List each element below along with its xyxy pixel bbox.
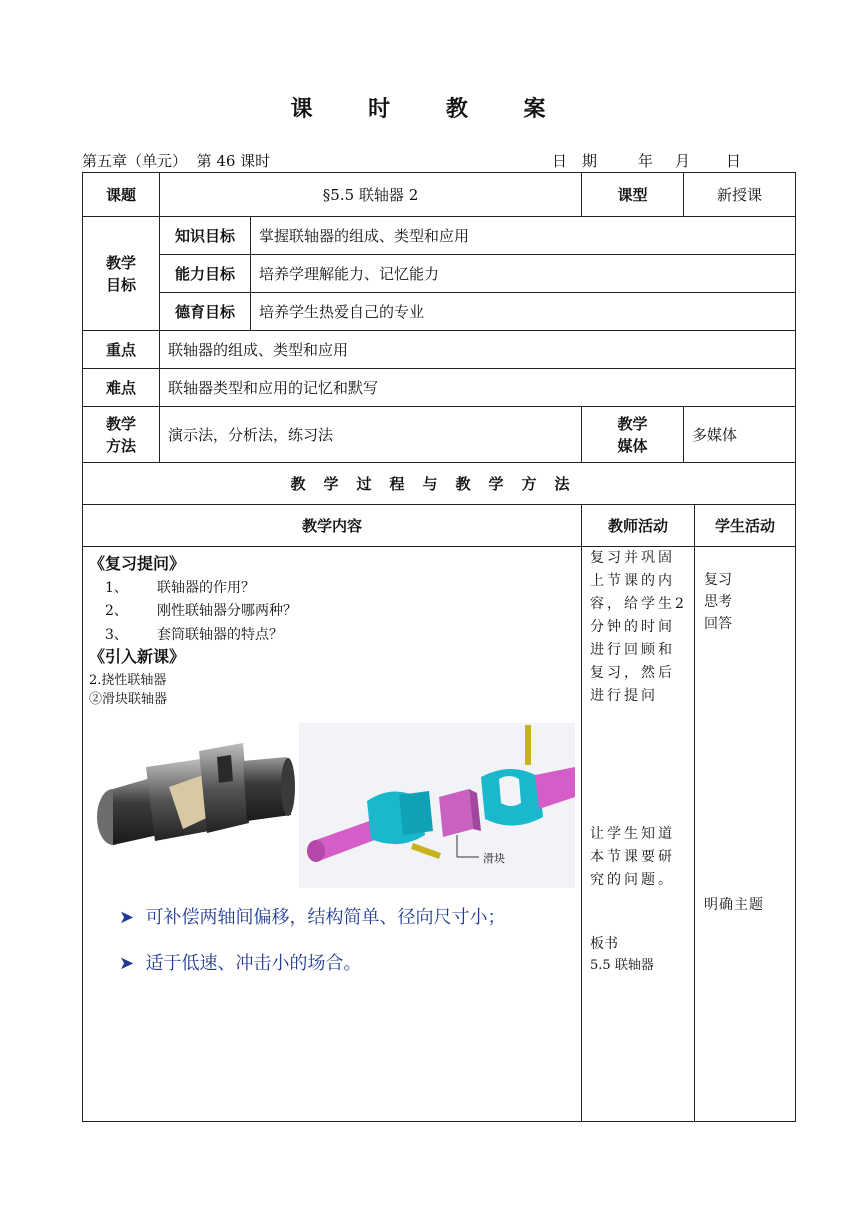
goal-label-knowledge: 知识目标: [160, 217, 251, 255]
slider-coupling-diagram: [299, 723, 575, 888]
student-activity-topic: 明确主题: [704, 897, 765, 913]
teacher-activity-review: 复习并巩固上节课的内容，给学生2分钟的时间进行回顾和复习，然后进行提问: [590, 550, 687, 704]
goal-text-knowledge: 掌握联轴器的组成、类型和应用: [251, 217, 796, 255]
difficulty-value: 联轴器类型和应用的记忆和默写: [160, 369, 796, 407]
difficulty-row: [83, 369, 796, 407]
teacher-activity-intro: 让学生知道本节课要研究的问题。: [590, 826, 676, 888]
date-year: 年: [638, 152, 654, 170]
process-header-row: [83, 505, 796, 547]
review-title: 《复习提问》: [89, 554, 186, 573]
student-activity-cell: [695, 547, 796, 1122]
content-cell: [83, 547, 582, 1122]
arrow-bullet-icon: ➤: [119, 907, 146, 928]
student-activity-answer: 回答: [704, 616, 733, 632]
media-label: 教学媒体: [582, 407, 684, 463]
top-pin: [525, 725, 531, 765]
topic-row: [83, 173, 796, 217]
goal-label-ability: 能力目标: [160, 255, 251, 293]
type-label: 课型: [582, 173, 684, 217]
goal-text-moral: 培养学生热爱自己的专业: [251, 293, 796, 331]
document-title: 课 时 教 案: [290, 97, 570, 122]
review-question-3: 3、 套筒联轴器的特点？: [105, 627, 283, 643]
chapter: 第五章（单元）: [82, 152, 188, 170]
method-label: 教学方法: [83, 407, 160, 463]
intro-line-2: ②滑块联轴器: [89, 692, 168, 707]
media-value: 多媒体: [684, 407, 796, 463]
type-value: 新授课: [684, 173, 796, 217]
goal-row-knowledge: [83, 217, 796, 255]
goal-row-ability: [83, 255, 796, 293]
method-value: 演示法，分析法，练习法: [160, 407, 582, 463]
topic-label: 课题: [83, 173, 160, 217]
goal-text-ability: 培养学理解能力、记忆能力: [251, 255, 796, 293]
slider-label: 滑块: [483, 852, 505, 865]
goal-row-moral: [83, 293, 796, 331]
col-teacher-header: 教师活动: [582, 505, 695, 547]
key-value: 联轴器的组成、类型和应用: [160, 331, 796, 369]
process-section-row: [83, 463, 796, 505]
key-row: [83, 331, 796, 369]
date-month: 月: [675, 152, 691, 170]
review-question-2: 2、 刚性联轴器分哪两种？: [105, 603, 297, 619]
date-day: 日: [726, 152, 742, 170]
date-label: 日 期: [552, 152, 598, 170]
arrow-bullet-icon: ➤: [119, 953, 146, 974]
goal-label-moral: 德育目标: [160, 293, 251, 331]
slider-block: [439, 789, 473, 837]
col-content-header: 教学内容: [83, 505, 582, 547]
student-activity-review: 复习: [704, 572, 733, 588]
goals-label: 教学目标: [83, 217, 160, 331]
lesson-number: 第 46 课时: [196, 152, 271, 170]
process-section-title: 教学过程与教学方法: [83, 463, 796, 505]
key-label: 重点: [83, 331, 160, 369]
coupling-photo: [91, 737, 296, 857]
process-body-row: [83, 547, 796, 1122]
board-label: 板书: [590, 936, 619, 952]
lesson-plan-table: [82, 172, 796, 1122]
student-activity-list: [704, 569, 732, 635]
bullet-2: ➤ 适于低速、冲击小的场合。: [119, 953, 362, 974]
chapter-label: [82, 150, 270, 171]
review-question-1: 1、 联轴器的作用？: [105, 580, 255, 596]
student-activity-think: 思考: [704, 594, 733, 610]
topic-value: §5.5 联轴器 2: [160, 173, 582, 217]
bullet-1: ➤ 可补偿两轴间偏移，结构简单、径向尺寸小；: [119, 907, 506, 928]
teacher-activity-cell: [582, 547, 695, 1122]
intro-title: 《引入新课》: [89, 647, 186, 666]
board-text: 5.5 联轴器: [590, 958, 654, 973]
method-row: [83, 407, 796, 463]
difficulty-label: 难点: [83, 369, 160, 407]
col-student-header: 学生活动: [695, 505, 796, 547]
intro-line-1: 2.挠性联轴器: [89, 673, 167, 688]
